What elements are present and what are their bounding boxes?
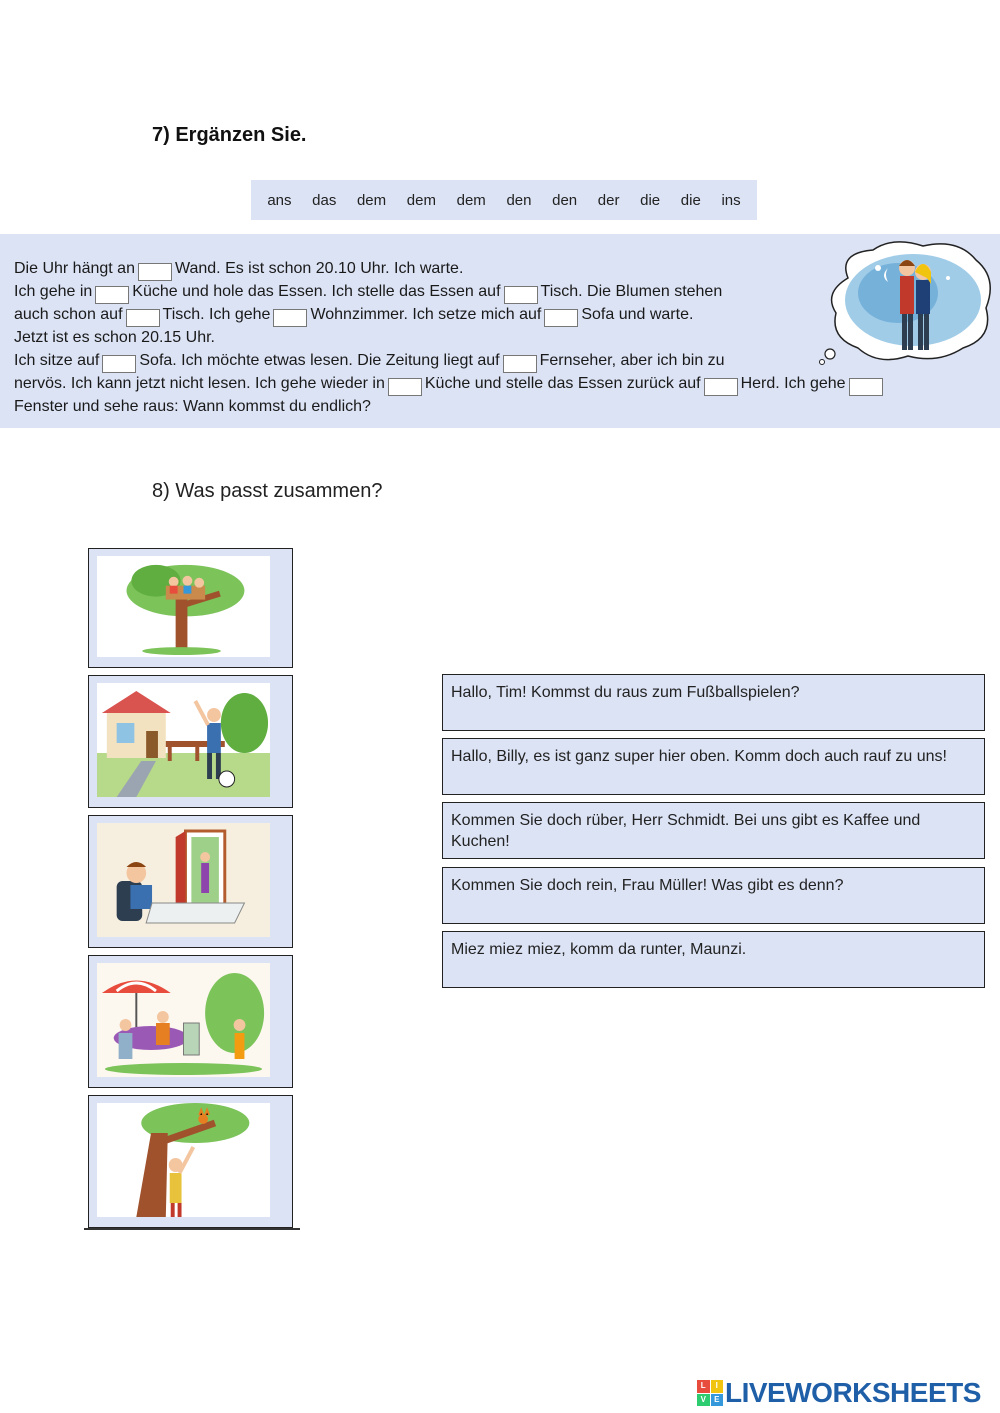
story-text-segment: Sofa. Ich möchte etwas lesen. Die Zeitung liegt auf — [139, 351, 500, 369]
story-text-segment: Die Uhr hängt an — [14, 260, 135, 277]
picture-card-4[interactable] — [88, 955, 293, 1088]
story-text-segment: Küche und hole das Essen. Ich stelle das Essen auf — [132, 283, 501, 300]
story-text-segment: Tisch. Die Blumen stehen — [540, 283, 723, 300]
liveworksheets-logo — [697, 1378, 981, 1408]
picture-cat-in-tree — [97, 1103, 270, 1217]
picture-office-worker-at-open-door — [97, 823, 270, 937]
gap-input-6[interactable] — [544, 309, 578, 327]
sentence-card-5[interactable]: Miez miez miez, komm da runter, Maunzi. — [442, 931, 985, 988]
liveworksheets-logo-icon — [697, 1380, 723, 1406]
story-text-segment: nervös. Ich kann jetzt nicht lesen. Ich gehe wieder in — [14, 374, 385, 392]
logo-letter: V — [697, 1394, 710, 1407]
picture-card-2[interactable] — [88, 675, 293, 808]
gap-input-8[interactable] — [503, 355, 537, 373]
logo-letter: I — [711, 1380, 724, 1393]
liveworksheets-wordmark: LIVEWORKSHEETS — [725, 1377, 981, 1408]
word-bank-item: den — [552, 191, 578, 209]
gap-input-9[interactable] — [388, 378, 422, 396]
story-line-6 — [14, 373, 994, 396]
pictures-bottom-rule — [84, 1228, 300, 1230]
word-bank-item: dem — [406, 191, 436, 209]
sentence-card-2[interactable]: Hallo, Billy, es ist ganz super hier oben. Komm doch auch rauf zu uns! — [442, 738, 985, 795]
story-text-segment: Herd. Ich gehe — [740, 374, 846, 392]
picture-garden-cafe-table — [97, 963, 270, 1077]
thought-bubble-illustration — [818, 238, 996, 366]
story-text-segment: Sofa und warte. — [581, 306, 694, 323]
picture-card-1[interactable] — [88, 548, 293, 668]
story-text-segment: Fernseher, aber ich bin zu — [539, 351, 725, 369]
logo-letter: L — [697, 1380, 710, 1393]
picture-children-in-treehouse — [97, 556, 270, 657]
gap-input-7[interactable] — [102, 355, 136, 373]
word-bank-item: dem — [356, 191, 387, 209]
picture-card-3[interactable] — [88, 815, 293, 948]
story-text-segment: Küche und stelle das Essen zurück auf — [424, 374, 701, 392]
gap-input-3[interactable] — [504, 286, 538, 304]
story-text-segment: Fenster und sehe raus: Wann kommst du endlich? — [14, 397, 371, 415]
gap-input-5[interactable] — [273, 309, 307, 327]
story-text-segment: Wohnzimmer. Ich setze mich auf — [310, 306, 542, 323]
story-text-segment: Ich gehe in — [14, 283, 93, 300]
logo-letter: E — [711, 1394, 724, 1407]
word-bank-item: der — [597, 191, 620, 209]
word-bank-item: den — [506, 191, 532, 209]
sentence-card-4[interactable]: Kommen Sie doch rein, Frau Müller! Was gibt es denn? — [442, 867, 985, 924]
story-text-segment: Ich sitze auf — [14, 351, 100, 369]
gap-input-11[interactable] — [849, 378, 883, 396]
gap-input-4[interactable] — [126, 309, 160, 327]
gap-input-10[interactable] — [704, 378, 738, 396]
sentence-card-1[interactable]: Hallo, Tim! Kommst du raus zum Fußballspielen? — [442, 674, 985, 731]
word-bank-item: dem — [456, 191, 486, 209]
story-line-7 — [14, 396, 994, 419]
word-bank-item: das — [312, 191, 337, 209]
gap-input-1[interactable] — [138, 263, 172, 281]
picture-boy-waving-with-football — [97, 683, 270, 797]
gap-input-2[interactable] — [95, 286, 129, 304]
story-text-segment: Jetzt ist es schon 20.15 Uhr. — [14, 329, 215, 346]
word-bank — [251, 180, 757, 220]
picture-card-5[interactable] — [88, 1095, 293, 1228]
exercise-7-title: 7) Ergänzen Sie. — [152, 124, 307, 146]
story-text-segment: Tisch. Ich gehe — [162, 306, 271, 323]
word-bank-item: die — [640, 191, 661, 209]
word-bank-item: ins — [721, 191, 741, 209]
sentence-card-3[interactable]: Kommen Sie doch rüber, Herr Schmidt. Bei uns gibt es Kaffee und Kuchen! — [442, 802, 985, 859]
story-text-segment: Wand. Es ist schon 20.10 Uhr. Ich warte. — [174, 260, 464, 277]
story-text-segment: auch schon auf — [14, 306, 123, 323]
word-bank-item: die — [680, 191, 701, 209]
exercise-8-title: 8) Was passt zusammen? — [152, 480, 383, 502]
word-bank-item: ans — [267, 191, 292, 209]
